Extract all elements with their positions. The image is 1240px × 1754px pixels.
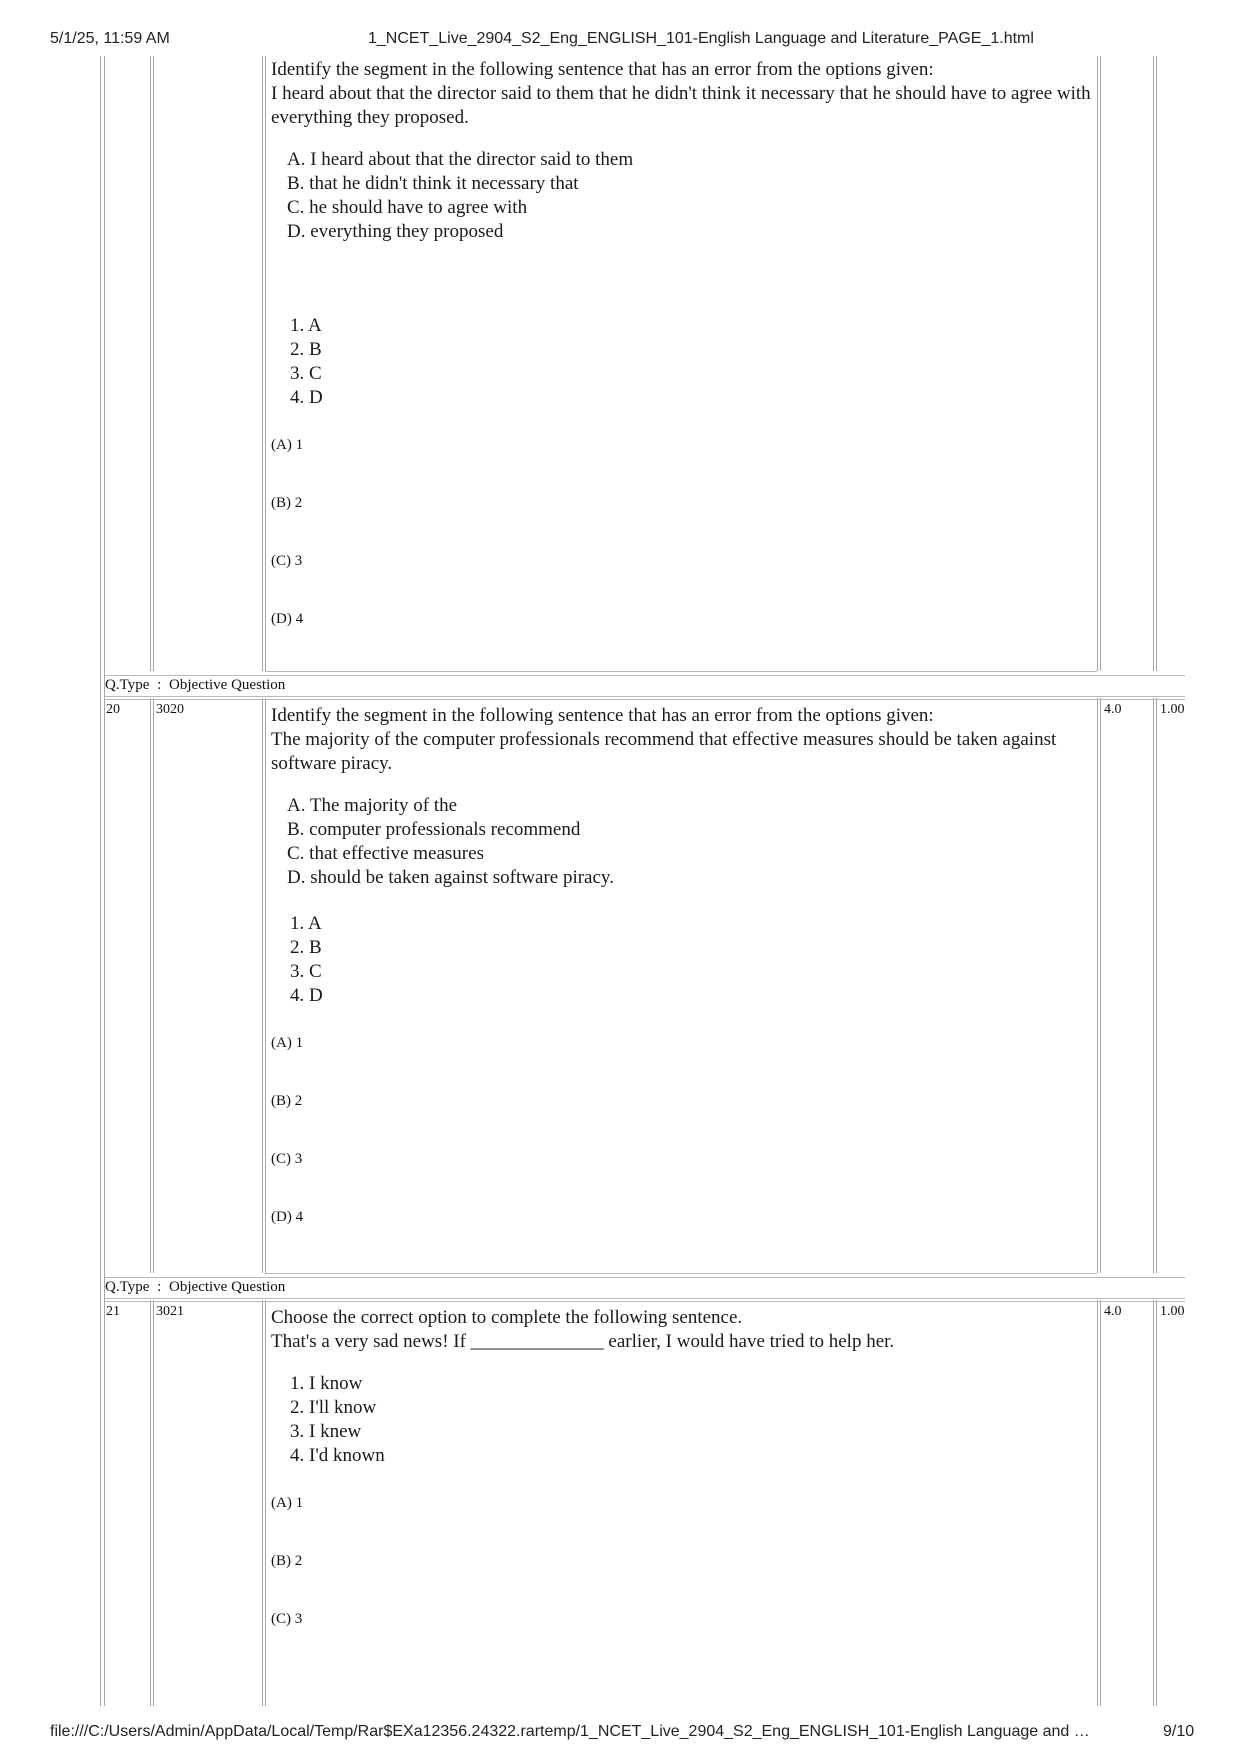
answer-option-b[interactable]: (B) 2: [271, 495, 303, 511]
qtype-value: Objective Question: [169, 1279, 286, 1295]
print-footer: [0, 1723, 1240, 1747]
answer-option-c[interactable]: (C) 3: [271, 1151, 303, 1167]
segment-item: C. that effective measures: [287, 843, 484, 864]
print-title: 1_NCET_Live_2904_S2_Eng_ENGLISH_101-English Language and Literature_PAGE_1.html: [368, 30, 1034, 47]
segment-item: D. should be taken against software piracy.: [287, 867, 614, 888]
answer-option-b[interactable]: (B) 2: [271, 1093, 303, 1109]
choice-item: 1. A: [290, 913, 322, 934]
stem-instruction: Identify the segment in the following sentence that has an error from the options given:: [271, 705, 934, 726]
question-marks: 4.0: [1104, 702, 1122, 717]
question-19-content: [271, 58, 1091, 668]
answer-options: [271, 1494, 1091, 1668]
answer-option-c[interactable]: (C) 3: [271, 1611, 303, 1627]
choice-list: [290, 1372, 1091, 1468]
answer-option-d[interactable]: (D) 4: [271, 1209, 304, 1225]
question-id: 3020: [156, 702, 184, 717]
answer-option-a[interactable]: (A) 1: [271, 437, 304, 453]
segment-item: D. everything they proposed: [287, 221, 504, 242]
choice-list: [290, 912, 1091, 1008]
stem-sentence: I heard about that the director said to them that he didn't think it necessary that he should have to agree with everything they proposed.: [271, 83, 1091, 128]
choice-item: 1. I know: [290, 1373, 363, 1394]
question-marks: 4.0: [1104, 1304, 1122, 1319]
qtype-separator: :: [157, 1279, 162, 1295]
answer-option-d[interactable]: (D) 4: [271, 611, 304, 627]
choice-item: 3. C: [290, 363, 322, 384]
stem-instruction: Choose the correct option to complete the following sentence.: [271, 1307, 743, 1328]
choice-item: 4. D: [290, 387, 323, 408]
question-sl-no: 20: [106, 702, 120, 717]
answer-option-a[interactable]: (A) 1: [271, 1035, 304, 1051]
question-negative-marks: 1.00: [1160, 702, 1184, 717]
question-21-content: [271, 1306, 1091, 1668]
answer-options: [271, 1034, 1091, 1266]
choice-item: 4. I'd known: [290, 1445, 385, 1466]
question-id: 3021: [156, 1304, 184, 1319]
segment-item: B. computer professionals recommend: [287, 819, 581, 840]
question-sl-no: 21: [106, 1304, 120, 1319]
qtype-label: Q.Type: [105, 1279, 150, 1295]
qtype-value: Objective Question: [169, 677, 286, 693]
choice-item: 2. B: [290, 339, 322, 360]
question-stem: [271, 1306, 1091, 1354]
question-stem: [271, 704, 1091, 776]
segment-item: C. he should have to agree with: [287, 197, 528, 218]
answer-options: [271, 436, 1091, 668]
choice-item: 4. D: [290, 985, 323, 1006]
segment-item: A. The majority of the: [287, 795, 458, 816]
stem-sentence: The majority of the computer professionals recommend that effective measures should be taken against software piracy.: [271, 729, 1057, 774]
qtype-row: [105, 1279, 289, 1296]
stem-sentence: That's a very sad news! If ______________ earlier, I would have tried to help her.: [271, 1331, 895, 1352]
answer-option-a[interactable]: (A) 1: [271, 1495, 304, 1511]
question-stem: [271, 58, 1091, 130]
print-page-number: 9/10: [1163, 1723, 1195, 1740]
choice-item: 3. C: [290, 961, 322, 982]
segment-item: B. that he didn't think it necessary that: [287, 173, 579, 194]
choice-list: [290, 314, 1091, 410]
segment-item: A. I heard about that the director said to them: [287, 149, 634, 170]
print-file-url: file:///C:/Users/Admin/AppData/Local/Temp/Rar$EXa12356.24322.rartemp/1_NCET_Live_2904_S2_Eng_ENGLISH_101-English Language and …: [50, 1723, 1090, 1740]
segment-list: [287, 148, 1091, 244]
stem-instruction: Identify the segment in the following sentence that has an error from the options given:: [271, 59, 934, 80]
print-date: 5/1/25, 11:59 AM: [50, 30, 170, 47]
qtype-row: [105, 677, 289, 694]
question-negative-marks: 1.00: [1160, 1304, 1184, 1319]
question-20-content: [271, 704, 1091, 1266]
choice-item: 3. I knew: [290, 1421, 362, 1442]
answer-option-b[interactable]: (B) 2: [271, 1553, 303, 1569]
qtype-separator: :: [157, 677, 162, 693]
answer-option-c[interactable]: (C) 3: [271, 553, 303, 569]
segment-list: [287, 794, 1091, 890]
qtype-label: Q.Type: [105, 677, 150, 693]
choice-item: 2. I'll know: [290, 1397, 377, 1418]
print-header: [0, 30, 1240, 54]
choice-item: 2. B: [290, 937, 322, 958]
choice-item: 1. A: [290, 315, 322, 336]
